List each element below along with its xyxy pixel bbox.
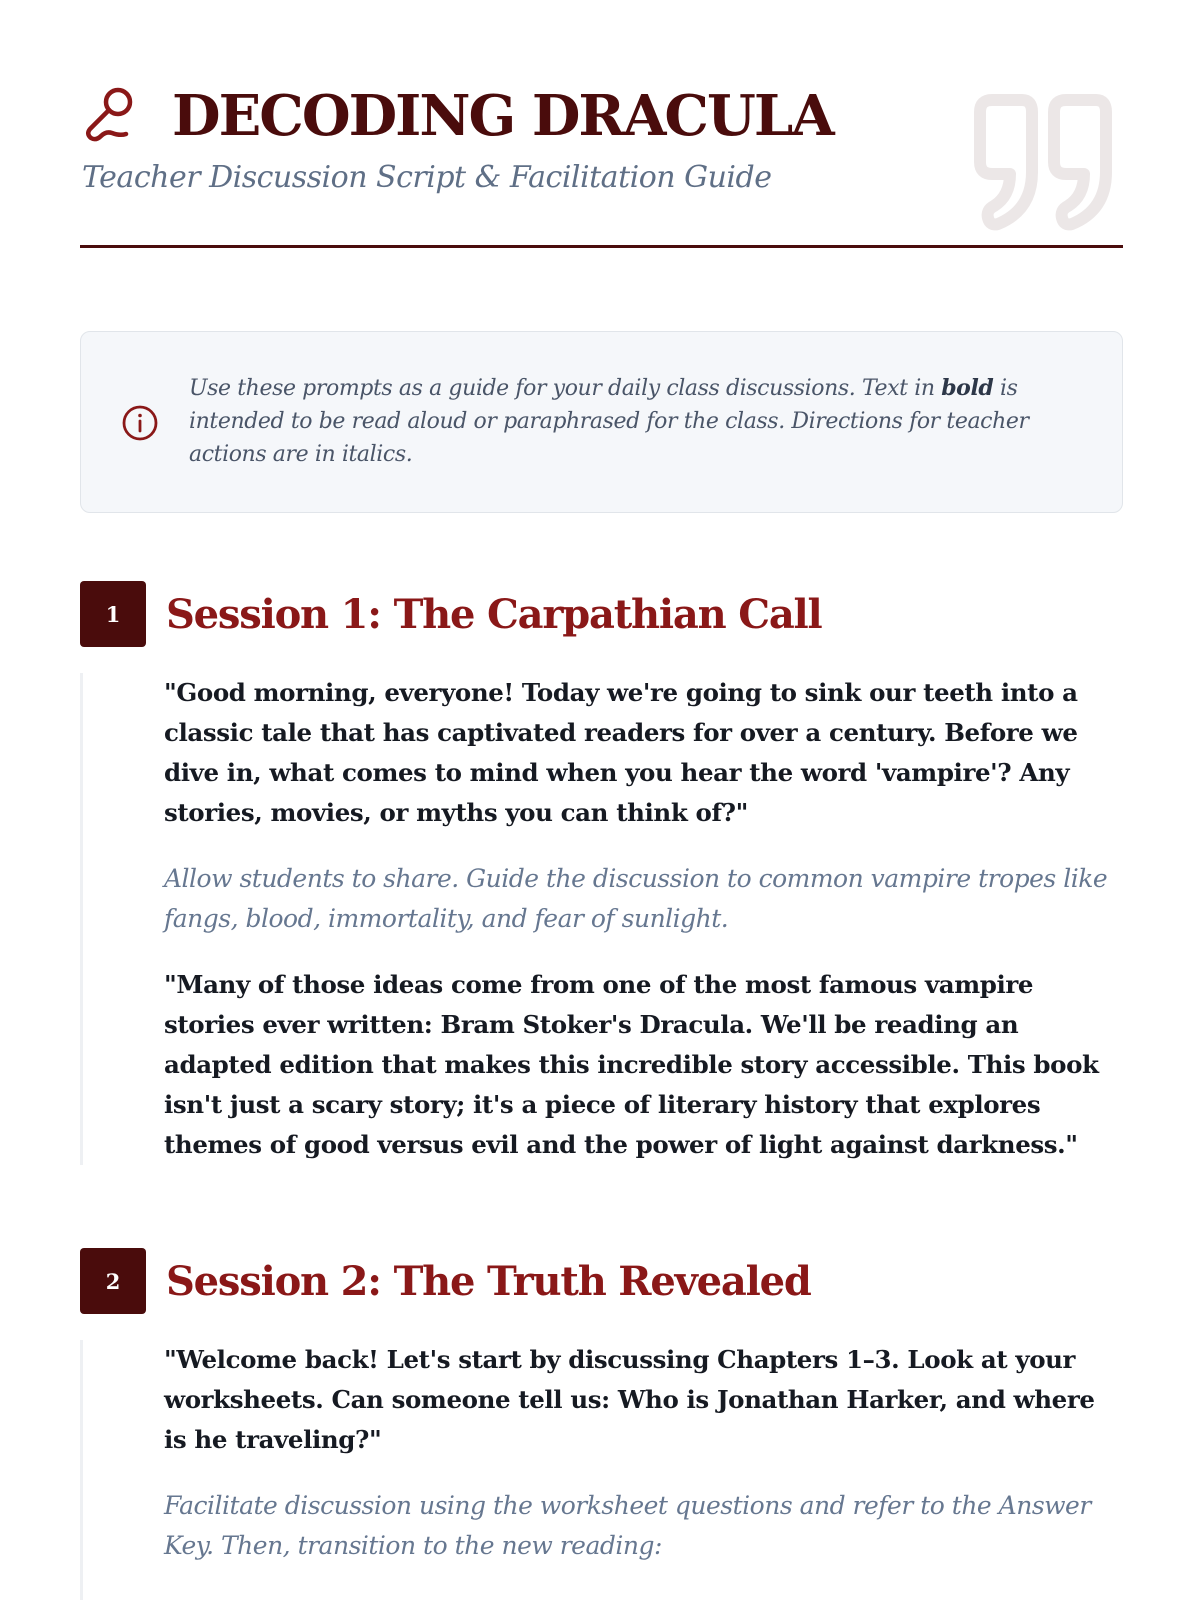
script-text: "Welcome back! Let's start by discussing Chapters 1–3. Look at your worksheets. Can someone tell us: Who is Jonathan Harker, and where is he traveling?" (164, 1345, 1095, 1454)
session-number-badge: 2 (80, 1248, 146, 1314)
session-1 (80, 581, 1123, 1165)
info-text-bold: bold (941, 375, 994, 401)
script-text: "Good morning, everyone! Today we're going to sink our teeth into a classic tale that has captivated readers for over a century. Before we dive in, what comes to mind when you hear the word 'vampire'? Any stories, movies, or myths you can think of?" (164, 678, 1078, 827)
script-text: "Many of those ideas come from one of the most famous vampire stories ever written: Bram Stoker's Dracula. We'll be reading an adapted edition that makes this incredible story accessible. This book isn't just a scary story; it's a piece of literary history that explores themes of good versus evil and the power of light against darkness." (164, 970, 1099, 1159)
info-text-part: is intended to be read aloud or paraphrased for the class. Directions for teacher actions are in italics. (189, 376, 1029, 467)
page-subtitle: Teacher Discussion Script & Facilitation Guide (82, 160, 772, 195)
session-header (80, 1248, 1123, 1314)
session-2 (80, 1248, 1123, 1600)
info-text-part: Use these prompts as a guide for your daily class discussions. Text in (189, 376, 942, 401)
page-title: DECODING DRACULA (172, 83, 833, 149)
session-number-badge: 1 (80, 581, 146, 647)
session-title: Session 2: The Truth Revealed (166, 1257, 811, 1305)
page-header (82, 84, 1122, 195)
teacher-direction: Allow students to share. Guide the discussion to common vampire tropes like fangs, blood, immortality, and fear of sunlight. (164, 864, 1108, 933)
session-body (80, 1340, 1123, 1600)
session-body (80, 673, 1123, 1165)
quote-mark-icon (970, 92, 1120, 232)
session-header (80, 581, 1123, 647)
info-icon (121, 404, 159, 442)
info-callout (80, 331, 1123, 513)
session-title: Session 1: The Carpathian Call (166, 590, 822, 638)
teacher-direction: Facilitate discussion using the worksheet questions and refer to the Answer Key. Then, transition to the new reading: (164, 1491, 1091, 1560)
title-row (82, 84, 1122, 148)
info-text (189, 372, 1079, 471)
microphone-icon (82, 84, 140, 148)
header-divider (80, 245, 1123, 248)
